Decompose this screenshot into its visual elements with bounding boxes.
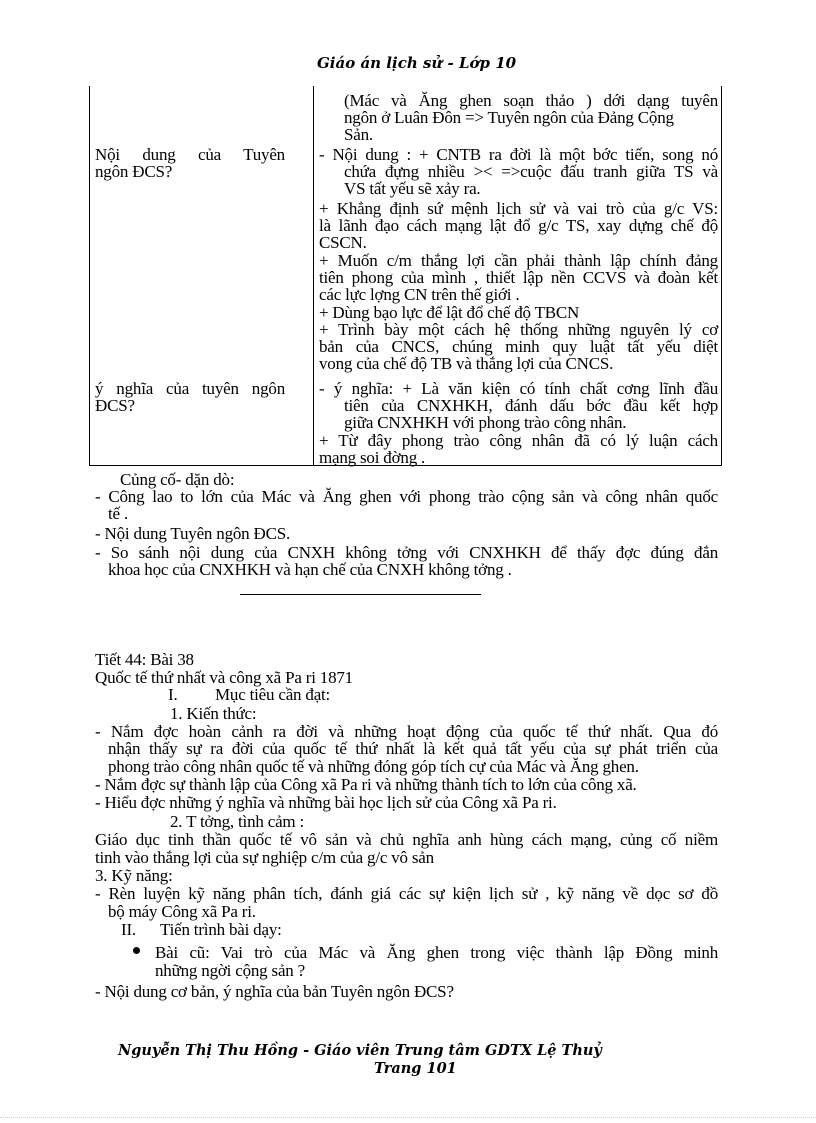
table-answer-line: + Muốn c/m thắng lợi cần phải thành lập chính đảng xyxy=(319,251,718,270)
table-question-1-line2: ngôn ĐCS? xyxy=(95,162,173,181)
section-separator xyxy=(240,594,481,595)
table-answer-line: vong của chế độ TB và thắng lợi của CNCS. xyxy=(319,354,614,373)
table-question-1-line1: Nội dung của Tuyên xyxy=(95,145,285,164)
summary-line: khoa học của CNXHKH và hạn chế của CNXH không tởng . xyxy=(108,560,512,579)
table-left-border xyxy=(89,86,90,466)
table-answer-line: các lực lợng CN trên thế giới . xyxy=(319,285,520,304)
review-question-line: Bài cũ: Vai trò của Mác và Ăng ghen trong việc thành lập Đồng minh xyxy=(155,943,718,962)
table-answer-line: - ý nghĩa: + Là văn kiện có tính chất cơng lĩnh đầu xyxy=(319,379,718,398)
subsection-attitude: 2. T tởng, tình cảm : xyxy=(170,812,305,831)
attitude-line: Giáo dục tinh thần quốc tế vô sản và chủ nghĩa anh hùng cách mạng, củng cố niềm xyxy=(95,830,718,849)
table-answer-line: giữa CNXHKH với phong trào công nhân. xyxy=(344,413,627,432)
table-answer-line: VS tất yếu sẽ xảy ra. xyxy=(344,179,481,198)
summary-line: - So sánh nội dung của CNXH không tởng với CNXHKH để thấy đợc đúng đắn xyxy=(95,543,718,562)
summary-heading: Củng cố- dặn dò: xyxy=(120,470,235,489)
section-1-title: Mục tiêu cần đạt: xyxy=(215,685,331,704)
table-question-2-line1: ý nghĩa của tuyên ngôn xyxy=(95,379,285,398)
lesson-title: Quốc tế thứ nhất và công xã Pa ri 1871 xyxy=(95,668,353,687)
subsection-skills: 3. Kỹ năng: xyxy=(95,866,173,885)
section-2-number: II. xyxy=(121,920,136,939)
knowledge-line: nhận thấy sự ra đời của quốc tế thứ nhất là kết quả tất yếu của sự phát triển của xyxy=(108,739,718,758)
page-bottom-border xyxy=(0,1117,816,1118)
section-1-number: I. xyxy=(168,685,178,704)
attitude-line: tinh vào thắng lợi của sự nghiệp c/m của g/c vô sản xyxy=(95,848,434,867)
table-question-2-line2: ĐCS? xyxy=(95,396,135,415)
skills-line: - Rèn luyện kỹ năng phân tích, đánh giá các sự kiện lịch sử , kỹ năng về dọc sơ đồ xyxy=(95,884,718,903)
table-answer-line: - Nội dung : + CNTB ra đời là một bớc tiến, song nó xyxy=(319,145,718,164)
table-answer-line: tiên phong của mình , thiết lập nền CCVS và đoàn kết xyxy=(319,268,718,287)
summary-line: tế . xyxy=(108,504,128,523)
subsection-knowledge: 1. Kiến thức: xyxy=(170,704,257,723)
table-answer-line: + Từ đây phong trào công nhân đã có lý luận cách xyxy=(319,431,718,450)
table-answer-line: CSCN. xyxy=(319,233,367,252)
knowledge-line: - Hiểu đợc những ý nghĩa và những bài học lịch sử của Công xã Pa ri. xyxy=(95,793,557,812)
lesson-number: Tiết 44: Bài 38 xyxy=(95,650,194,669)
section-2-title: Tiến trình bài dạy: xyxy=(160,920,282,939)
table-answer-line: + Dùng bạo lực để lật đổ chế độ TBCN xyxy=(319,303,580,322)
table-column-divider xyxy=(313,86,314,466)
table-answer-line: là lãnh đạo cách mạng lật đổ g/c TS, xay dựng chế độ xyxy=(319,216,718,235)
table-answer-line: tiên của CNXHKH, đánh dấu bớc đầu kết hợp xyxy=(344,396,718,415)
table-answer-line: (Mác và Ăng ghen soạn thảo ) dới dạng tuyên xyxy=(344,91,718,110)
skills-line: bộ máy Công xã Pa ri. xyxy=(108,902,256,921)
table-answer-line: Sản. xyxy=(344,125,373,144)
table-answer-line: ngôn ở Luân Đôn => Tuyên ngôn của Đảng Cộng xyxy=(344,108,674,127)
table-answer-line: bản của CNCS, chúng minh quy luật tất yếu diệt xyxy=(319,337,718,356)
knowledge-line: - Nắm đợc sự thành lập của Công xã Pa ri và những thành tích to lớn của công xã. xyxy=(95,775,637,794)
table-answer-line: + Khẳng định sứ mệnh lịch sử và vai trò của g/c VS: xyxy=(319,199,718,218)
page-header: Giáo án lịch sử - Lớp 10 xyxy=(317,54,517,72)
review-question-last: - Nội dung cơ bản, ý nghĩa của bản Tuyên ngôn ĐCS? xyxy=(95,982,454,1001)
table-answer-line: chứa đựng nhiều >< =>cuộc đấu tranh giữa TS và xyxy=(344,162,718,181)
footer-page-number: Trang 101 xyxy=(374,1060,457,1077)
table-answer-line: mạng soi đờng . xyxy=(319,448,426,467)
summary-line: - Công lao to lớn của Mác và Ăng ghen với phong trào cộng sản và công nhân quốc xyxy=(95,487,718,506)
table-answer-line: + Trình bày một cách hệ thống những nguyên lý cơ xyxy=(319,320,718,339)
knowledge-line: phong trào công nhân quốc tế và những đóng góp tích cự của Mác và Ăng ghen. xyxy=(108,757,639,776)
review-question-line: những ngời cộng sản ? xyxy=(155,961,305,980)
footer-author: Nguyễn Thị Thu Hồng - Giáo viên Trung tâm GDTX Lệ Thuỷ xyxy=(118,1042,602,1059)
bullet-icon xyxy=(133,947,140,954)
summary-line: - Nội dung Tuyên ngôn ĐCS. xyxy=(95,524,291,543)
knowledge-line: - Nắm đợc hoàn cảnh ra đời và những hoạt động của quốc tế thứ nhất. Qua đó xyxy=(95,722,718,741)
